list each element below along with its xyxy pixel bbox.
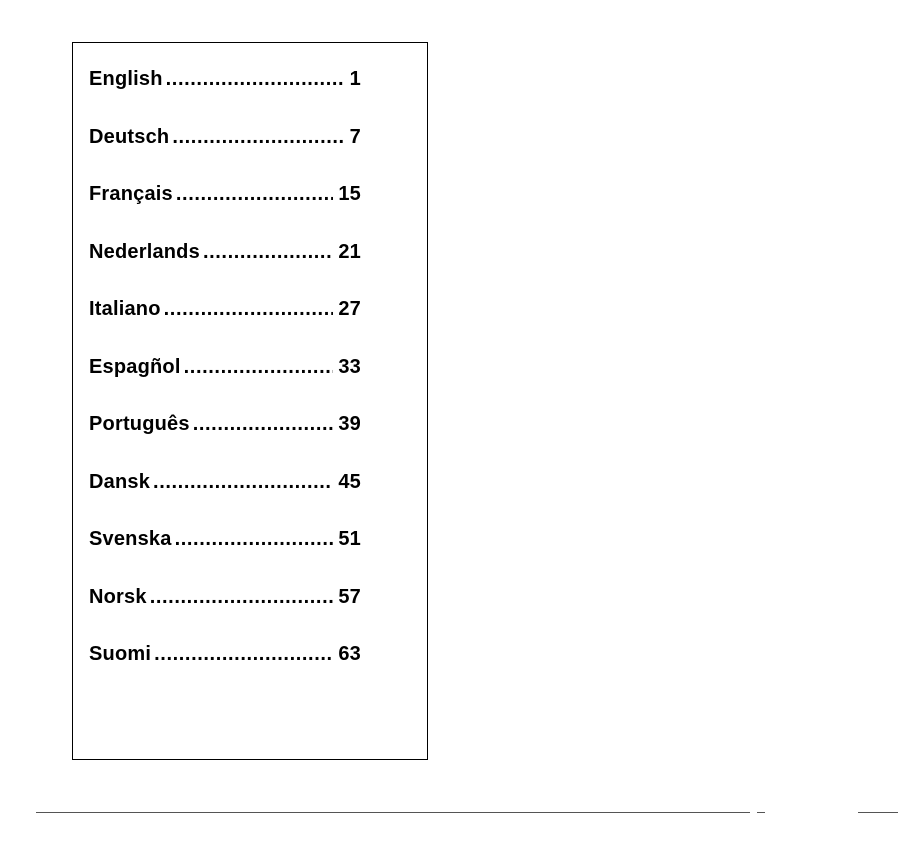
toc-entry-page: 57 [338, 585, 361, 608]
toc-entry-page: 21 [338, 240, 361, 263]
toc-entry-page: 63 [338, 643, 361, 665]
toc-entry-page: 39 [338, 413, 361, 435]
toc-entry-page: 45 [338, 470, 361, 493]
toc-leader-dots [172, 126, 344, 149]
toc-entry-norsk[interactable] [89, 586, 361, 644]
toc-entry-label: Deutsch [89, 125, 170, 148]
toc-entry-francais[interactable] [89, 183, 361, 241]
toc-entry-label: Norsk [89, 585, 147, 608]
toc-entry-label: Suomi [89, 643, 152, 665]
language-index-box [72, 42, 428, 760]
toc-entry-dansk[interactable] [89, 471, 361, 529]
bottom-divider-fragment [858, 812, 898, 813]
toc-leader-dots [175, 528, 334, 551]
toc-entry-label: Italiano [89, 298, 161, 320]
toc-entry-label: Dansk [89, 470, 151, 493]
toc-entry-espagnol[interactable] [89, 356, 361, 414]
toc-leader-dots [203, 241, 333, 264]
toc-entry-nederlands[interactable] [89, 241, 361, 299]
toc-entry-label: Português [89, 413, 190, 435]
toc-entry-page: 33 [338, 355, 361, 378]
toc-entry-italiano[interactable] [89, 298, 361, 356]
toc-entry-label: Svenska [89, 528, 172, 550]
bottom-divider-fragment [757, 812, 765, 813]
bottom-divider-line [36, 812, 750, 813]
language-index-list [89, 68, 361, 701]
toc-leader-dots [184, 356, 334, 379]
toc-leader-dots [164, 298, 334, 321]
toc-entry-portugues[interactable] [89, 413, 361, 471]
toc-entry-label: Nederlands [89, 240, 200, 263]
toc-entry-label: Espagñol [89, 355, 181, 378]
toc-entry-english[interactable] [89, 68, 361, 126]
toc-leader-dots [176, 183, 333, 206]
toc-leader-dots [154, 643, 333, 666]
toc-entry-page: 51 [338, 528, 361, 550]
toc-entry-page: 27 [338, 298, 361, 320]
toc-leader-dots [150, 586, 334, 609]
toc-leader-dots [193, 413, 334, 436]
toc-entry-deutsch[interactable] [89, 126, 361, 184]
toc-entry-svenska[interactable] [89, 528, 361, 586]
toc-leader-dots [166, 68, 345, 91]
toc-entry-label: Français [89, 183, 173, 205]
toc-entry-page: 7 [349, 125, 361, 148]
toc-entry-label: English [89, 68, 163, 90]
toc-entry-suomi[interactable] [89, 643, 361, 701]
toc-leader-dots [153, 471, 333, 494]
toc-entry-page: 1 [349, 68, 361, 90]
toc-entry-page: 15 [338, 183, 361, 205]
